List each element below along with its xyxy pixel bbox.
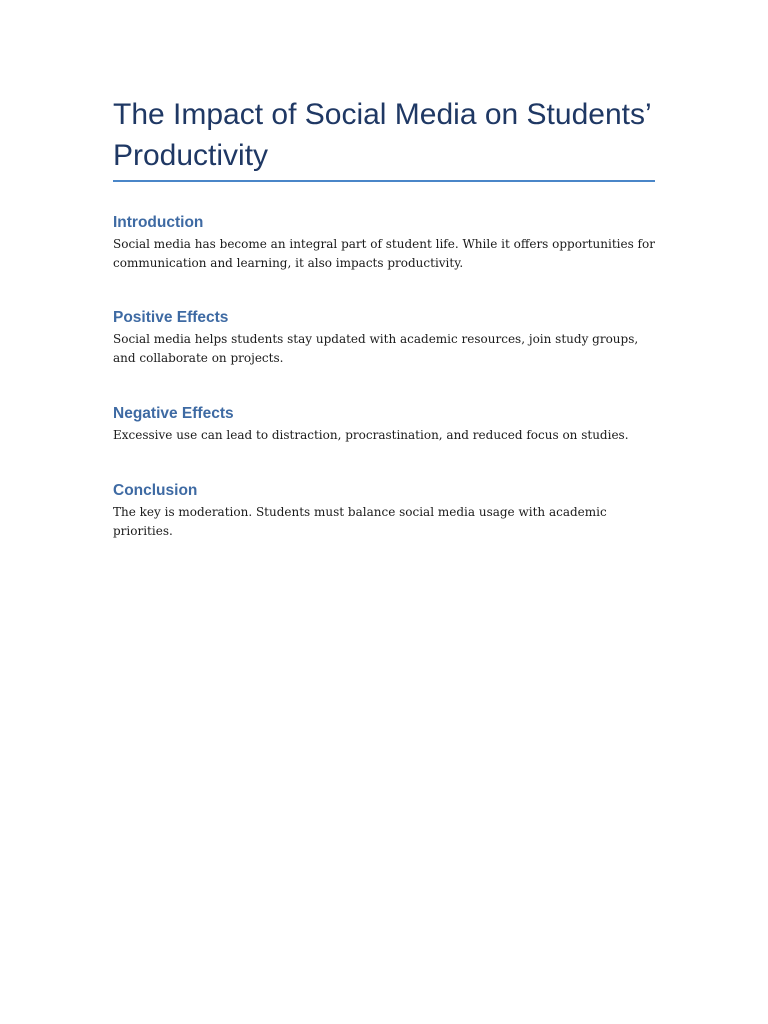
section-body-conclusion: The key is moderation. Students must balance social media usage with academic priorities. bbox=[113, 505, 607, 538]
title-underline-rule bbox=[113, 180, 655, 182]
section-heading-introduction: Introduction bbox=[113, 214, 204, 231]
section-heading-positive-effects: Positive Effects bbox=[113, 309, 229, 326]
section-conclusion bbox=[113, 481, 655, 541]
section-introduction bbox=[113, 213, 655, 273]
section-negative-effects bbox=[113, 404, 655, 445]
document-content bbox=[113, 94, 655, 541]
document-title: The Impact of Social Media on Students’ Productivity bbox=[113, 98, 651, 172]
section-body-negative-effects: Excessive use can lead to distraction, procrastination, and reduced focus on studies. bbox=[113, 428, 629, 442]
section-body-introduction: Social media has become an integral part of student life. While it offers opportunities for communication and learning, it also impacts productivity. bbox=[113, 237, 655, 270]
section-heading-conclusion: Conclusion bbox=[113, 482, 198, 499]
section-heading-negative-effects: Negative Effects bbox=[113, 405, 234, 422]
section-body-positive-effects: Social media helps students stay updated with academic resources, join study groups, and collaborate on projects. bbox=[113, 332, 639, 365]
section-positive-effects bbox=[113, 308, 655, 368]
